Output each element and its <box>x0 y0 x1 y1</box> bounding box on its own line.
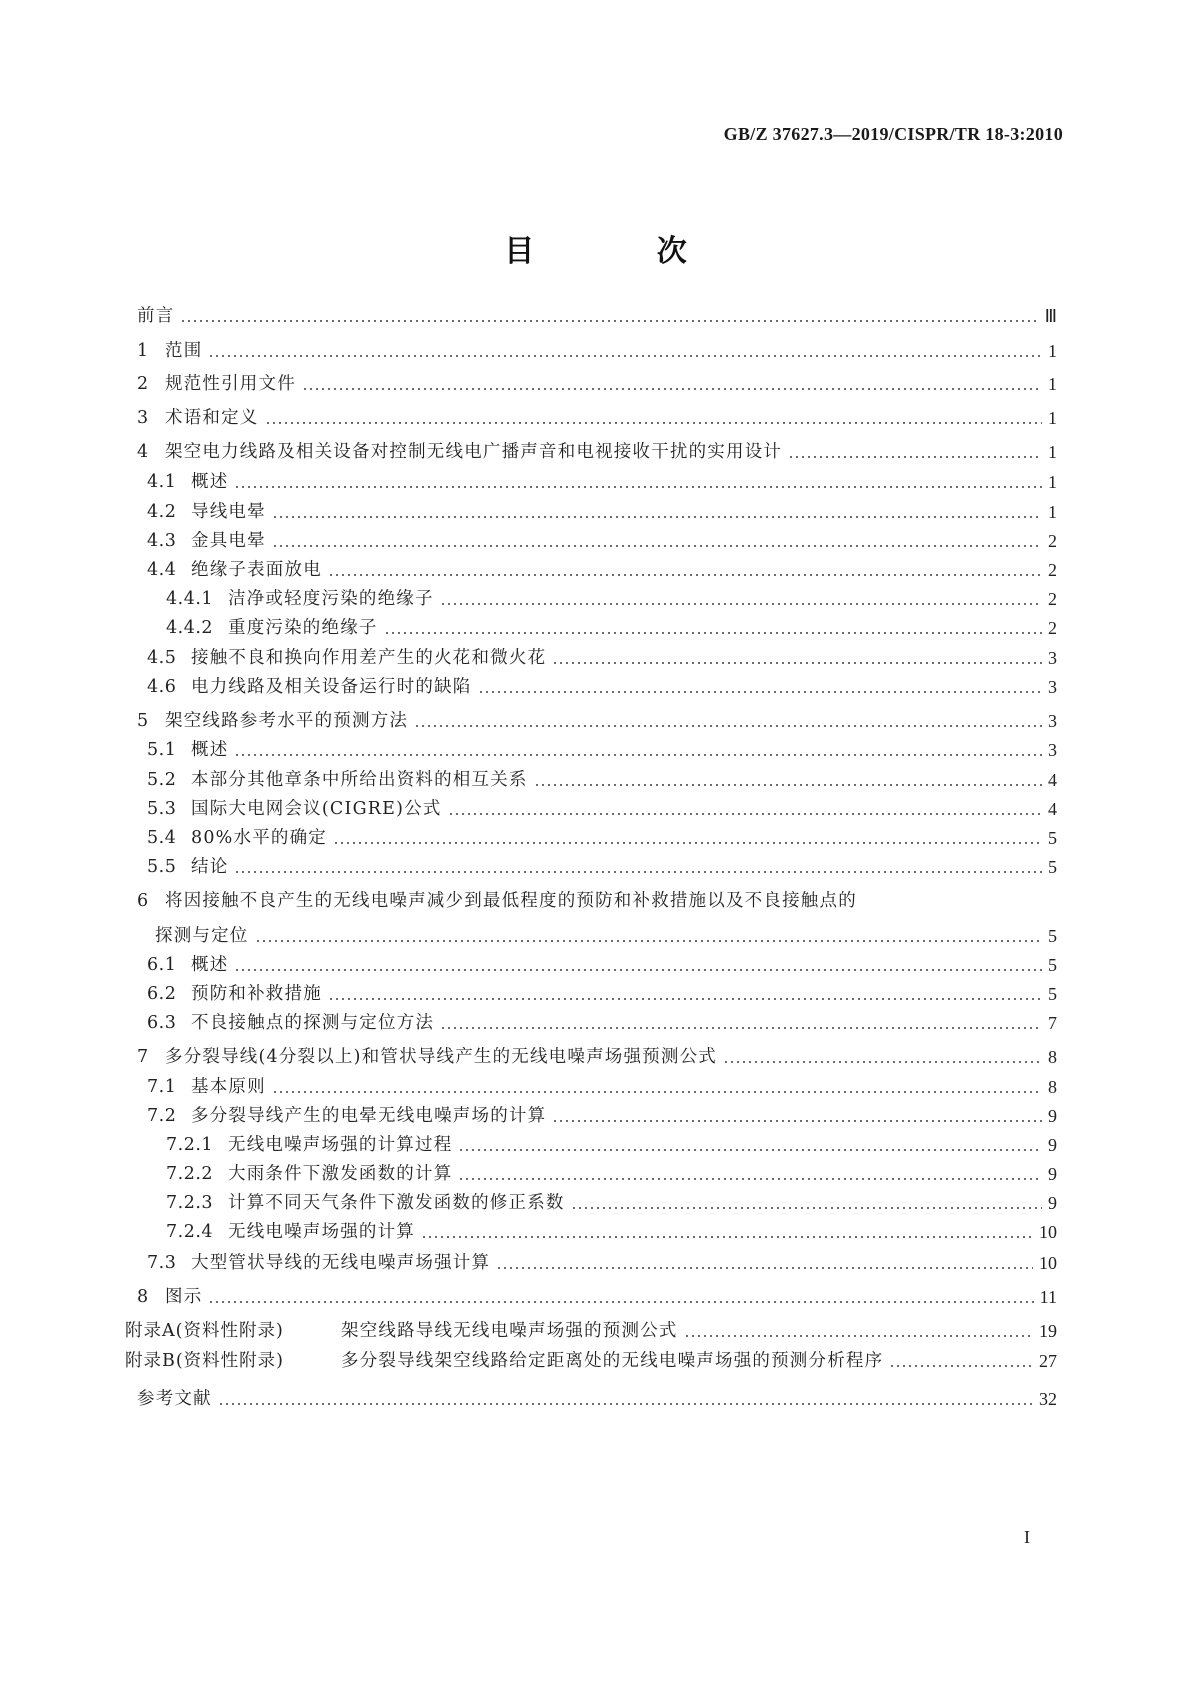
toc-entry-page: 2 <box>1048 531 1057 551</box>
toc-entry-title: 参考文献 <box>137 1389 212 1409</box>
toc-entry-title: 导线电晕 <box>191 502 266 522</box>
toc-dot-leader <box>440 603 1042 605</box>
toc-entry-page: 7 <box>1048 1013 1057 1033</box>
toc-entry[interactable] <box>137 438 1057 466</box>
toc-entry-page: 8 <box>1048 1047 1057 1067</box>
toc-entry[interactable] <box>166 1131 1057 1159</box>
toc-entry-page: 1 <box>1048 341 1057 361</box>
toc-dot-leader <box>265 422 1043 424</box>
toc-entry-number: 7.1 <box>147 1077 177 1097</box>
toc-entry-number: 附录A(资料性附录) <box>125 1321 284 1341</box>
toc-entry[interactable] <box>147 644 1057 672</box>
toc-entry[interactable] <box>147 1102 1057 1130</box>
toc-dot-leader <box>421 1236 1033 1238</box>
toc-entry-number: 4 <box>137 442 149 462</box>
toc-dot-leader <box>458 1178 1042 1180</box>
toc-entry-number: 附录B(资料性附录) <box>125 1351 285 1371</box>
toc-dot-leader <box>552 1120 1042 1122</box>
toc-entry-title: 术语和定义 <box>165 408 259 428</box>
toc-entry-page: 11 <box>1039 1287 1057 1307</box>
toc-entry[interactable] <box>147 1009 1057 1037</box>
toc-entry-title: 多分裂导线架空线路给定距离处的无线电噪声场强的预测分析程序 <box>341 1351 884 1371</box>
toc-dot-leader <box>723 1061 1042 1063</box>
toc-dot-leader <box>414 725 1042 727</box>
toc-entry-title: 本部分其他章条中所给出资料的相互关系 <box>191 770 528 790</box>
toc-entry[interactable] <box>147 673 1057 701</box>
toc-entry[interactable] <box>137 707 1057 735</box>
toc-entry-page: 1 <box>1048 442 1057 462</box>
toc-dot-leader <box>272 1091 1042 1093</box>
toc-entry-title: 多分裂导线产生的电晕无线电噪声场的计算 <box>191 1106 547 1126</box>
toc-entry-page: 5 <box>1048 955 1057 975</box>
toc-dot-leader <box>448 813 1042 815</box>
toc-entry[interactable] <box>147 766 1057 794</box>
toc-entry[interactable] <box>137 337 1057 365</box>
toc-entry-page: 1 <box>1048 472 1057 492</box>
toc-dot-leader <box>328 998 1042 1000</box>
toc-entry-number: 7 <box>137 1047 149 1067</box>
toc-entry[interactable] <box>137 404 1057 432</box>
toc-entry-title: 基本原则 <box>191 1077 266 1097</box>
toc-entry-title: 无线电噪声场强的计算过程 <box>228 1135 453 1155</box>
toc-entry-page: 5 <box>1048 857 1057 877</box>
toc-entry[interactable] <box>166 1218 1057 1246</box>
toc-dot-leader <box>255 940 1043 942</box>
toc-entry-title: 图示 <box>165 1287 203 1307</box>
toc-entry-page: 2 <box>1048 589 1057 609</box>
toc-entry-number: 1 <box>137 341 149 361</box>
toc-dot-leader <box>208 1301 1033 1303</box>
toc-entry-page: 9 <box>1048 1164 1057 1184</box>
toc-entry-page: 5 <box>1048 828 1057 848</box>
page-number: I <box>1024 1527 1030 1547</box>
toc-entry-title: 探测与定位 <box>155 926 249 946</box>
toc-entry-title: 绝缘子表面放电 <box>191 560 322 580</box>
toc-dot-leader <box>788 456 1042 458</box>
toc-entry-page: 9 <box>1048 1106 1057 1126</box>
toc-entry[interactable] <box>147 498 1057 526</box>
toc-entry[interactable] <box>125 1347 1057 1375</box>
toc-entry-number: 4.3 <box>147 531 177 551</box>
toc-dot-leader <box>440 1027 1042 1029</box>
toc-dot-leader <box>234 754 1042 756</box>
toc-entry-number: 5.5 <box>147 857 177 877</box>
toc-entry-title: 国际大电网会议(CIGRE)公式 <box>191 799 442 819</box>
toc-entry-number: 7.2.4 <box>166 1222 214 1242</box>
document-header-number: GB/Z 37627.3—2019/CISPR/TR 18-3:2010 <box>723 124 1063 144</box>
toc-entry-title: 预防和补救措施 <box>191 984 322 1004</box>
toc-entry-page: 4 <box>1048 770 1057 790</box>
toc-entry-title: 80%水平的确定 <box>191 828 327 848</box>
toc-entry-number: 7.2.1 <box>166 1135 214 1155</box>
toc-entry-page: 1 <box>1048 374 1057 394</box>
toc-entry[interactable] <box>147 736 1057 764</box>
toc-entry-number: 7.2.3 <box>166 1193 214 1213</box>
toc-entry-title: 重度污染的绝缘子 <box>228 618 378 638</box>
toc-entry[interactable] <box>147 1249 1057 1277</box>
toc-entry-number: 7.3 <box>147 1253 177 1273</box>
toc-entry-number: 4.2 <box>147 502 177 522</box>
toc-entry-number: 4.4.1 <box>166 589 214 609</box>
toc-entry-page: 27 <box>1039 1351 1057 1371</box>
toc-entry-page: 3 <box>1048 711 1057 731</box>
toc-entry[interactable] <box>147 527 1057 555</box>
toc-dot-leader <box>458 1149 1042 1151</box>
toc-entry[interactable] <box>147 795 1057 823</box>
toc-dot-leader <box>272 545 1042 547</box>
toc-entry[interactable] <box>155 922 1057 950</box>
toc-entry[interactable] <box>137 302 1057 330</box>
toc-entry[interactable] <box>166 1160 1057 1188</box>
toc-entry-number: 6 <box>137 891 149 911</box>
toc-entry-title: 架空线路参考水平的预测方法 <box>165 711 409 731</box>
toc-entry[interactable] <box>147 468 1057 496</box>
toc-entry-number: 5.1 <box>147 740 177 760</box>
toc-entry-title: 前言 <box>137 306 175 326</box>
toc-dot-leader <box>384 632 1042 634</box>
toc-entry-number: 5 <box>137 711 149 731</box>
toc-entry-page: 3 <box>1048 740 1057 760</box>
toc-entry-number: 2 <box>137 374 149 394</box>
toc-entry-page: 10 <box>1039 1222 1057 1242</box>
toc-entry[interactable] <box>147 824 1057 852</box>
toc-entry-number: 4.4.2 <box>166 618 214 638</box>
toc-entry-page: Ⅲ <box>1044 306 1057 326</box>
toc-dot-leader <box>234 871 1042 873</box>
toc-dot-leader <box>552 662 1042 664</box>
toc-entry[interactable] <box>147 1073 1057 1101</box>
toc-entry-title: 不良接触点的探测与定位方法 <box>191 1013 435 1033</box>
toc-entry-page: 10 <box>1039 1253 1057 1273</box>
toc-entry-page: 9 <box>1048 1135 1057 1155</box>
toc-dot-leader <box>684 1335 1033 1337</box>
toc-dot-leader <box>571 1207 1042 1209</box>
toc-entry-number: 5.4 <box>147 828 177 848</box>
toc-entry[interactable] <box>147 853 1057 881</box>
toc-entry[interactable] <box>147 980 1057 1008</box>
toc-entry[interactable] <box>137 1385 1057 1413</box>
toc-entry-page: 2 <box>1048 560 1057 580</box>
toc-entry[interactable] <box>166 585 1057 613</box>
toc-dot-leader <box>234 486 1042 488</box>
toc-entry-title: 架空电力线路及相关设备对控制无线电广播声音和电视接收干扰的实用设计 <box>165 442 783 462</box>
toc-entry-page: 8 <box>1048 1077 1057 1097</box>
toc-entry-number: 7.2 <box>147 1106 177 1126</box>
toc-dot-leader <box>180 320 1038 322</box>
toc-entry-title: 概述 <box>191 955 229 975</box>
toc-entry-number: 7.2.2 <box>166 1164 214 1184</box>
toc-entry-page: 9 <box>1048 1193 1057 1213</box>
toc-entry-title: 电力线路及相关设备运行时的缺陷 <box>191 677 472 697</box>
toc-dot-leader <box>208 355 1042 357</box>
toc-entry[interactable] <box>137 370 1057 398</box>
toc-entry-page: 2 <box>1048 618 1057 638</box>
toc-entry-page: 5 <box>1048 984 1057 1004</box>
toc-entry[interactable] <box>137 1283 1057 1311</box>
toc-dot-leader <box>272 516 1042 518</box>
toc-entry-number: 4.1 <box>147 472 177 492</box>
toc-entry[interactable] <box>147 556 1057 584</box>
toc-entry-title: 计算不同天气条件下激发函数的修正系数 <box>228 1193 565 1213</box>
toc-entry-title: 概述 <box>191 472 229 492</box>
toc-entry-page: 1 <box>1048 502 1057 522</box>
toc-title: 目 次 <box>504 234 743 269</box>
toc-entry[interactable] <box>166 1189 1057 1217</box>
toc-dot-leader <box>302 388 1042 390</box>
toc-entry-title: 洁净或轻度污染的绝缘子 <box>228 589 434 609</box>
toc-entry-title: 结论 <box>191 857 229 877</box>
toc-dot-leader <box>218 1403 1033 1405</box>
toc-entry-number: 4.6 <box>147 677 177 697</box>
toc-entry-title: 架空线路导线无线电噪声场强的预测公式 <box>341 1321 678 1341</box>
toc-entry-title: 范围 <box>165 341 203 361</box>
toc-entry-title: 金具电晕 <box>191 531 266 551</box>
toc-entry-page: 3 <box>1048 648 1057 668</box>
toc-dot-leader <box>496 1267 1033 1269</box>
toc-entry-number: 6.1 <box>147 955 177 975</box>
toc-entry-page: 19 <box>1039 1321 1057 1341</box>
toc-entry-number: 3 <box>137 408 149 428</box>
toc-entry-number: 4.5 <box>147 648 177 668</box>
toc-entry-title: 规范性引用文件 <box>165 374 296 394</box>
toc-entry-number: 4.4 <box>147 560 177 580</box>
toc-entry-title: 将因接触不良产生的无线电噪声减少到最低程度的预防和补救措施以及不良接触点的 <box>165 891 857 911</box>
toc-entry[interactable] <box>166 614 1057 642</box>
toc-entry[interactable] <box>125 1317 1057 1345</box>
toc-entry-page: 3 <box>1048 677 1057 697</box>
toc-dot-leader <box>333 842 1042 844</box>
toc-entry-title: 多分裂导线(4分裂以上)和管状导线产生的无线电噪声场强预测公式 <box>165 1047 717 1067</box>
toc-entry-number: 5.3 <box>147 799 177 819</box>
toc-entry-number: 6.3 <box>147 1013 177 1033</box>
toc-entry-page: 5 <box>1048 926 1057 946</box>
toc-entry[interactable] <box>137 1043 1057 1071</box>
toc-dot-leader <box>478 691 1043 693</box>
toc-entry[interactable] <box>147 951 1057 979</box>
toc-entry-page: 1 <box>1048 408 1057 428</box>
toc-entry-number: 6.2 <box>147 984 177 1004</box>
toc-dot-leader <box>234 969 1042 971</box>
toc-dot-leader <box>534 784 1042 786</box>
toc-entry-title: 概述 <box>191 740 229 760</box>
toc-entry-title: 无线电噪声场强的计算 <box>228 1222 415 1242</box>
toc-entry-number: 5.2 <box>147 770 177 790</box>
toc-entry-number: 8 <box>137 1287 149 1307</box>
toc-entry[interactable] <box>137 887 1057 915</box>
toc-entry-title: 大雨条件下激发函数的计算 <box>228 1164 453 1184</box>
toc-dot-leader <box>328 574 1042 576</box>
toc-entry-title: 接触不良和换向作用差产生的火花和微火花 <box>191 648 547 668</box>
toc-entry-page: 4 <box>1048 799 1057 819</box>
toc-entry-page: 32 <box>1039 1389 1057 1409</box>
toc-entry-title: 大型管状导线的无线电噪声场强计算 <box>191 1253 491 1273</box>
toc-dot-leader <box>889 1365 1033 1367</box>
